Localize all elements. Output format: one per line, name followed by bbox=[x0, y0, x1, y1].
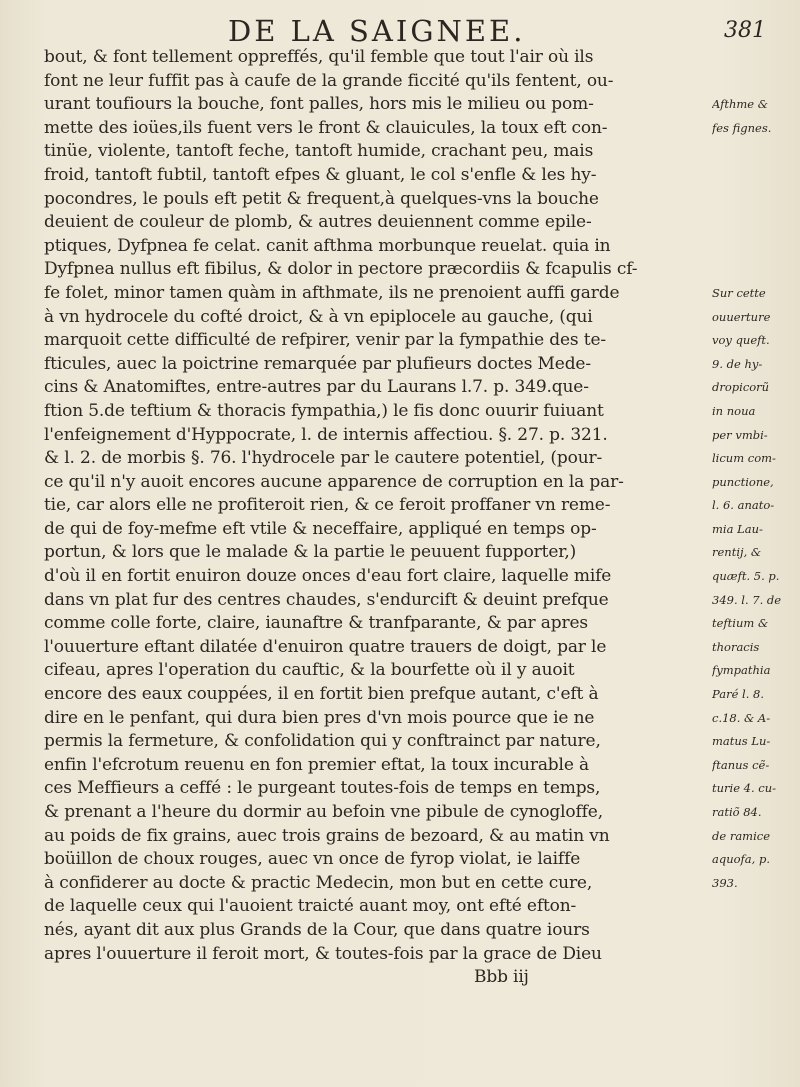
margin-note-line bbox=[712, 188, 794, 212]
margin-note-line: rentij, & bbox=[712, 545, 762, 560]
page-number: 381 bbox=[724, 18, 766, 43]
margin-note-line: mia Lau- bbox=[712, 521, 763, 536]
text-line: Dyfpnea nullus eft fibilus, & dolor in pectore præcordiis & fcapulis cf- bbox=[44, 259, 638, 280]
margin-note-line: licum com- bbox=[712, 451, 776, 466]
margin-notes bbox=[712, 46, 794, 895]
margin-note-line: ftanus cẽ- bbox=[712, 757, 770, 772]
text-line: portun, & lors que le malade & la partie le peuuent fupporter,) bbox=[44, 542, 577, 563]
margin-note-line: in noua bbox=[712, 403, 756, 418]
margin-note-line: Paré l. 8. bbox=[712, 687, 764, 702]
text-line: pocondres, le pouls eft petit & frequent,à quelques-vns la bouche bbox=[44, 188, 599, 209]
text-line: & prenant a l'heure du dormir au befoin vne pibule de cynogloffe, bbox=[44, 802, 603, 822]
margin-note-line bbox=[712, 70, 794, 94]
text-line: ftion 5.de teftium & thoracis fympathia,) le fis donc ouurir fuiuant bbox=[44, 400, 604, 421]
text-line: comme colle forte, claire, iaunaftre & tranfparante, & par apres bbox=[44, 613, 588, 634]
text-line: à confiderer au docte & practic Medecin, mon but en cette cure, bbox=[44, 872, 593, 893]
margin-note-line: teftium & bbox=[712, 616, 769, 631]
margin-note-line: thoracis bbox=[712, 639, 760, 654]
running-head: DE LA SAIGNEE. bbox=[228, 14, 526, 48]
margin-note-line: Afthme & bbox=[712, 97, 768, 112]
text-line: nés, ayant dit aux plus Grands de la Cour, que dans quatre iours bbox=[44, 919, 590, 940]
margin-note-line: ouuerture bbox=[712, 309, 771, 324]
text-line: & l. 2. de morbis §. 76. l'hydrocele par le cautere potentiel, (pour- bbox=[44, 448, 603, 469]
margin-note-line: aquofa, p. bbox=[712, 852, 770, 867]
margin-note-line: 393. bbox=[712, 875, 738, 890]
text-line: mette des ioües,ils fuent vers le front & clauicules, la toux eft con- bbox=[44, 117, 608, 138]
text-line: d'où il en fortit enuiron douze onces d'eau fort claire, laquelle mife bbox=[44, 566, 612, 587]
margin-note-line: dropicorũ bbox=[712, 380, 770, 395]
margin-note-line bbox=[712, 46, 794, 70]
margin-note-line: fympathia bbox=[712, 663, 771, 678]
margin-note-line: per vmbi- bbox=[712, 427, 768, 442]
text-line: marquoit cette difficulté de refpirer, venir par la fympathie des te- bbox=[44, 330, 606, 351]
margin-note-line bbox=[712, 258, 794, 282]
margin-note-line: de ramice bbox=[712, 828, 771, 843]
text-line: l'ouuerture eftant dilatée d'enuiron quatre trauers de doigt, par le bbox=[44, 636, 607, 657]
text-line: cifeau, apres l'operation du cauftic, & la bourfette où il y auoit bbox=[44, 660, 575, 681]
margin-note-line: 9. de hy- bbox=[712, 356, 763, 371]
text-line: encore des eaux couppées, il en fortit bien prefque autant, c'eft à bbox=[44, 684, 599, 705]
margin-note-line: 349. l. 7. de bbox=[712, 592, 782, 607]
text-line: au poids de fix grains, auec trois grains de bezoard, & au matin vn bbox=[44, 825, 610, 846]
margin-note-line: Sur cette bbox=[712, 285, 766, 300]
text-line: apres l'ouuerture il feroit mort, & toutes-fois par la grace de Dieu bbox=[44, 943, 602, 964]
text-line: dire en le penfant, qui dura bien pres d'vn mois pource que ie ne bbox=[44, 707, 595, 728]
text-line: enfin l'efcrotum reuenu en fon premier eftat, la toux incurable à bbox=[44, 754, 589, 775]
margin-note-line: l. 6. anato- bbox=[712, 498, 775, 513]
text-line: bout, & font tellement oppreffés, qu'il femble que tout l'air où ils bbox=[44, 47, 594, 67]
margin-note-line: matus Lu- bbox=[712, 734, 771, 749]
margin-note-line: turie 4. cu- bbox=[712, 781, 777, 796]
margin-note-line: c.18. & A- bbox=[712, 710, 771, 725]
text-line: permis la fermeture, & confolidation qui y conftrainct par nature, bbox=[44, 731, 601, 752]
text-line: de laquelle ceux qui l'auoient traicté auant moy, ont efté efton- bbox=[44, 896, 577, 917]
text-line: à vn hydrocele du cofté droict, & à vn epiplocele au gauche, (qui bbox=[44, 306, 593, 327]
margin-note-line bbox=[712, 235, 794, 259]
margin-note-line bbox=[712, 140, 794, 164]
signature-mark: Bbb iij bbox=[474, 967, 529, 988]
text-line: fe folet, minor tamen quàm in afthmate, ils ne prenoient auffi garde bbox=[44, 282, 620, 303]
text-line: font ne leur fuffit pas à caufe de la grande ficcité qu'ils fentent, ou- bbox=[44, 70, 614, 91]
text-line: urant toufiours la bouche, font palles, hors mis le milieu ou pom- bbox=[44, 94, 594, 115]
main-text bbox=[44, 46, 704, 990]
text-line: de qui de foy-mefme eft vtile & neceffaire, appliqué en temps op- bbox=[44, 518, 597, 539]
text-line: ce qu'il n'y auoit encores aucune apparence de corruption en la par- bbox=[44, 471, 624, 492]
margin-note-line bbox=[712, 164, 794, 188]
text-line: ces Meffieurs a ceffé : le purgeant toutes-fois de temps en temps, bbox=[44, 778, 601, 799]
margin-note-line: ratiõ 84. bbox=[712, 805, 762, 819]
margin-note-line: quæft. 5. p. bbox=[712, 569, 780, 584]
text-line: fticules, auec la poictrine remarquée par plufieurs doctes Mede- bbox=[44, 353, 591, 374]
text-line: boüillon de choux rouges, auec vn once de fyrop violat, ie laiffe bbox=[44, 849, 581, 870]
text-line: cins & Anatomiftes, entre-autres par du Laurans l.7. p. 349.que- bbox=[44, 377, 589, 398]
text-line: deuient de couleur de plomb, & autres deuiennent comme epile- bbox=[44, 212, 592, 233]
margin-note-line bbox=[712, 211, 794, 235]
text-line: dans vn plat fur des centres chaudes, s'endurcift & deuint prefque bbox=[44, 589, 609, 610]
text-line: tie, car alors elle ne profiteroit rien, & ce feroit proffaner vn reme- bbox=[44, 495, 611, 516]
margin-note-line: punctione, bbox=[712, 474, 774, 489]
text-line: ptiques, Dyfpnea fe celat. canit afthma morbunque reuelat. quia in bbox=[44, 235, 611, 256]
margin-note-line: fes fignes. bbox=[712, 120, 772, 135]
margin-note-line: voy queft. bbox=[712, 333, 770, 348]
text-line: froid, tantoft fubtil, tantoft efpes & gluant, le col s'enfle & les hy- bbox=[44, 164, 597, 185]
text-line: l'enfeignement d'Hyppocrate, l. de internis affectiou. §. 27. p. 321. bbox=[44, 424, 608, 445]
text-line: tinüe, violente, tantoft feche, tantoft humide, crachant peu, mais bbox=[44, 141, 594, 162]
